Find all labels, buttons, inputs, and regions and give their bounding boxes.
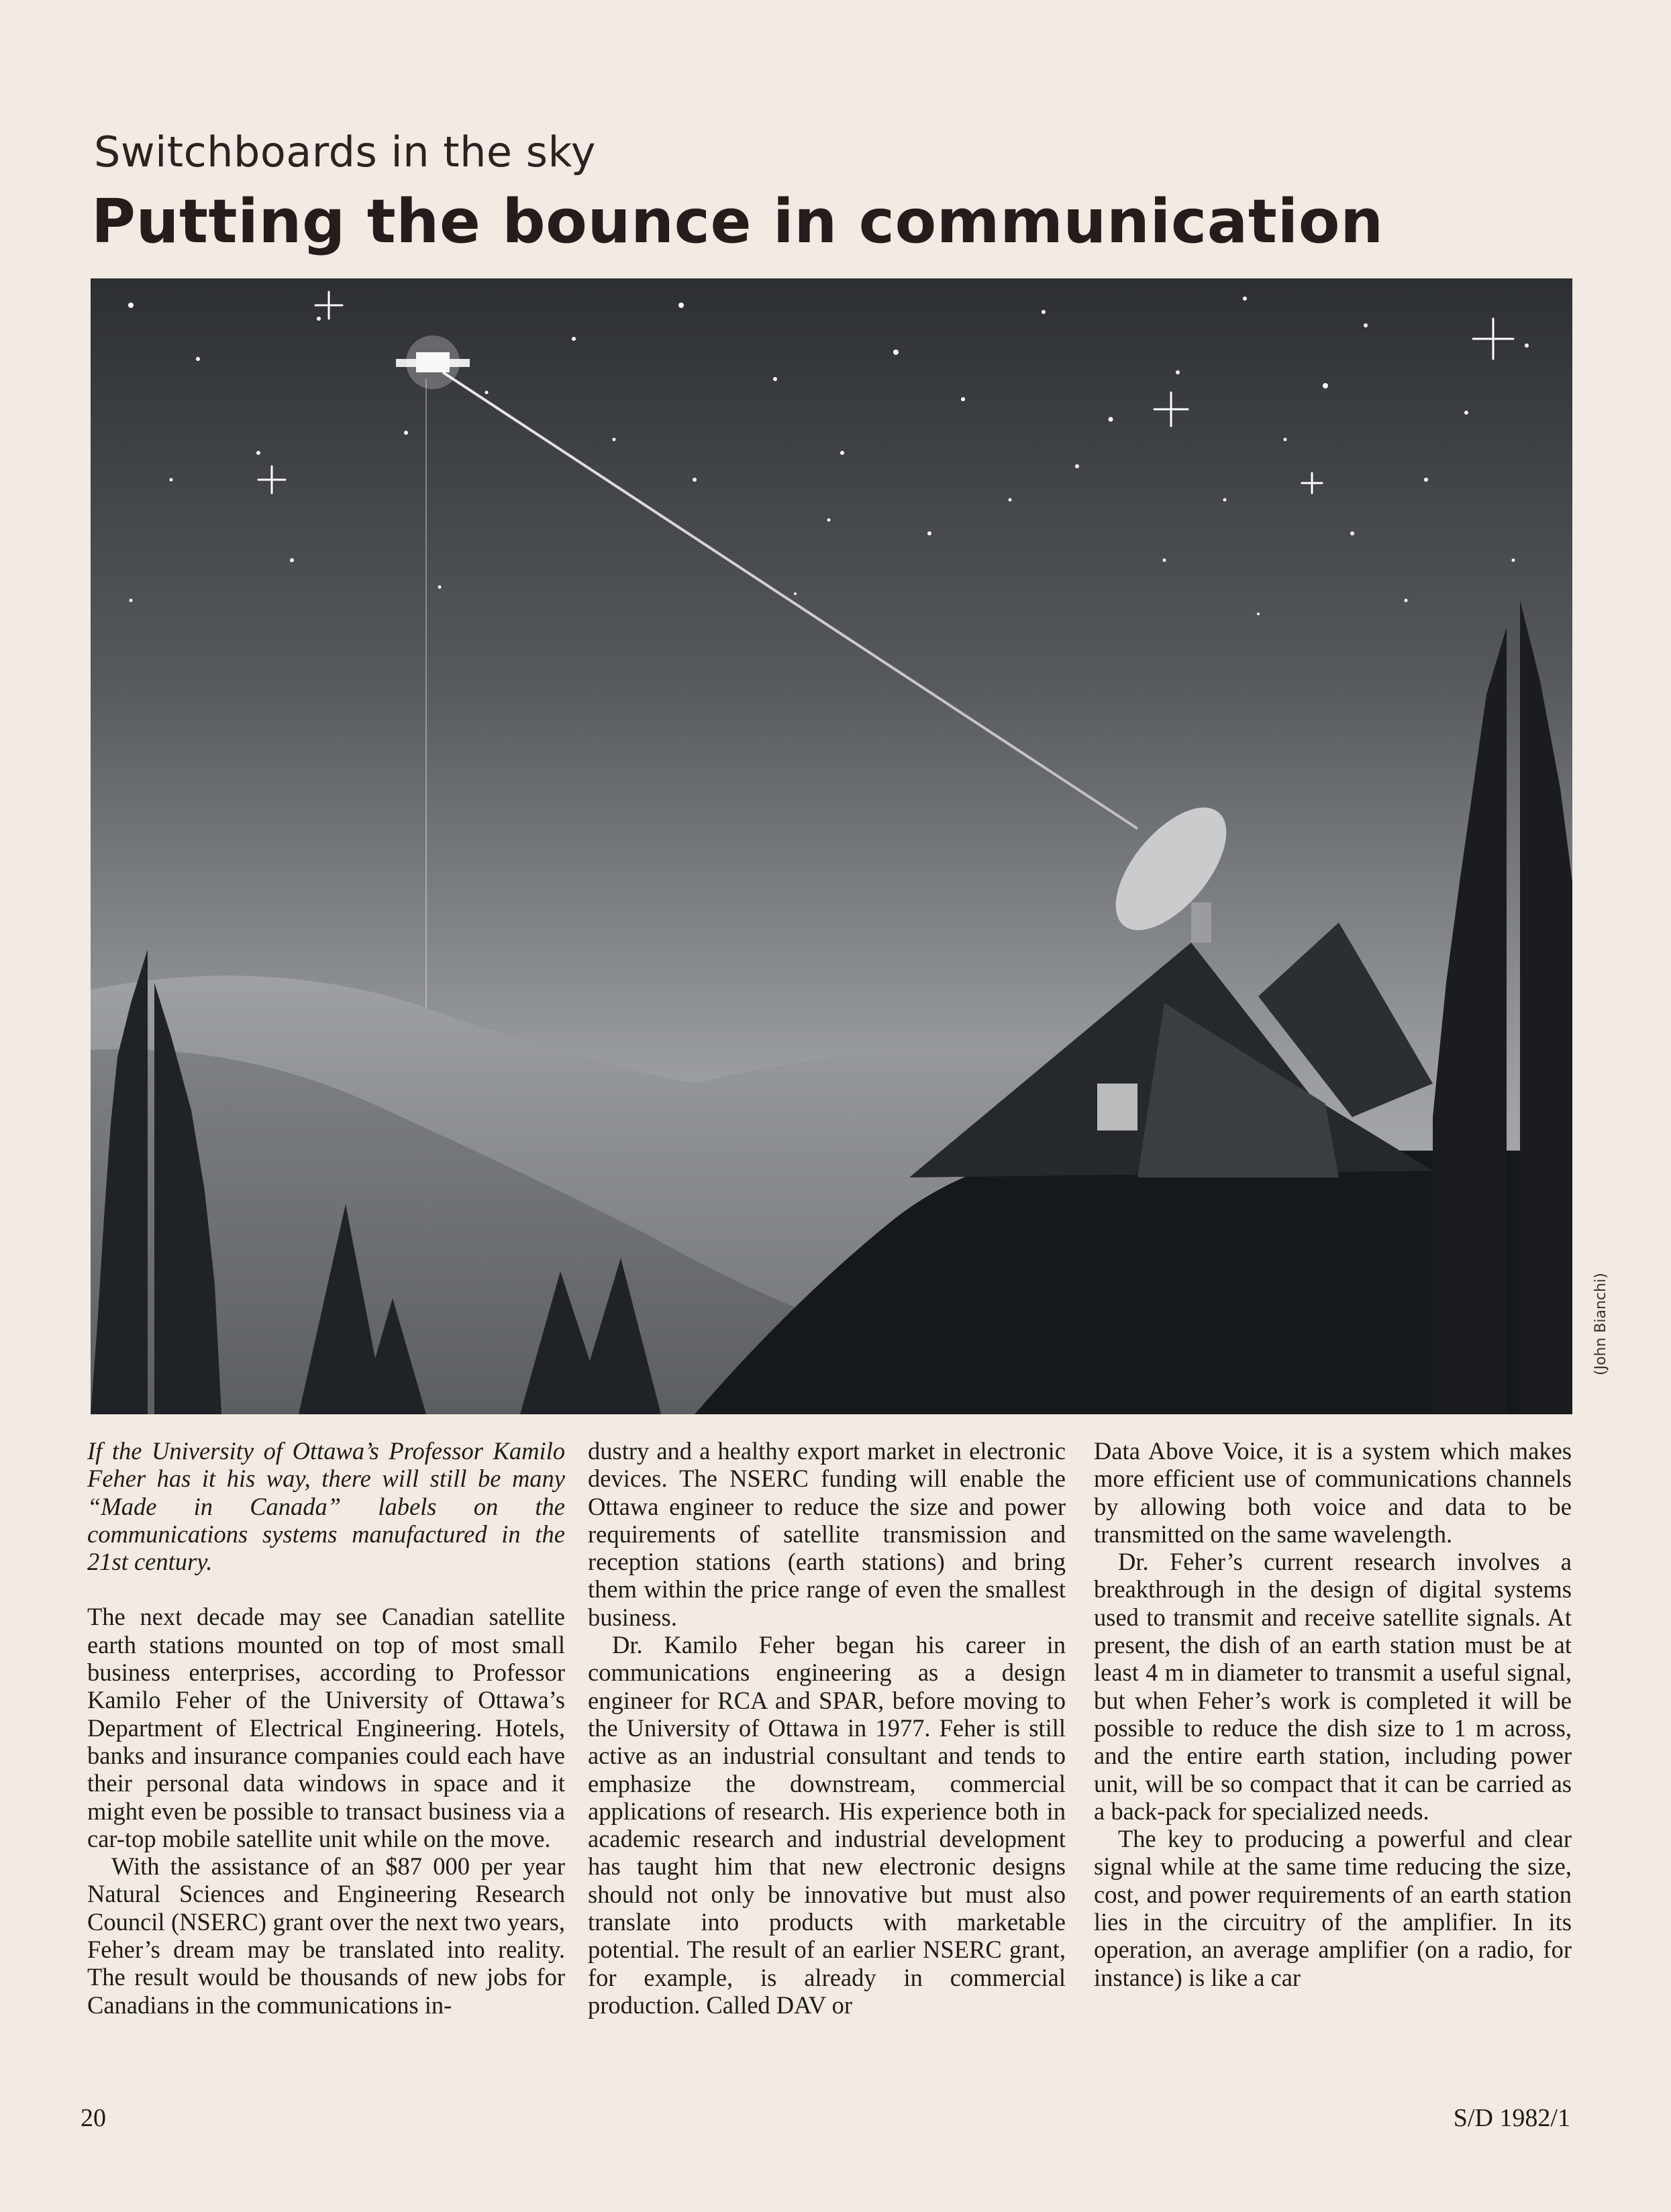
paragraph: dustry and a healthy export market in electronic devices. The NSERC funding will enable the Ottawa engineer to reduce the size and power requirements of satellite transmission and reception stations (earth stations) and bring them within the price range of even the smallest business.: [588, 1437, 1066, 1631]
paragraph: Dr. Kamilo Feher began his career in communications engineering as a design engineer for RCA and SPAR, before moving to the University of Ottawa in 1977. Feher is still active as an industrial consultant and tends to emphasize the downstream, commercial applications of research. His experience both in academic research and industrial development has taught him that new electronic designs should not only be innovative but must also translate into products with marketable potential. The result of an earlier NSERC grant, for example, is already in commercial production. Called DAV or: [588, 1631, 1066, 2019]
page-number: 20: [81, 2104, 106, 2132]
article-kicker: Switchboards in the sky: [94, 127, 596, 176]
intro-paragraph: If the University of Ottawa’s Professor Kamilo Feher has it his way, there will still be many “Made in Canada” labels on the communications systems manufactured in the 21st century.: [87, 1437, 565, 1576]
paragraph: With the assistance of an $87 000 per year Natural Sciences and Engineering Research Council (NSERC) grant over the next two years, Feher’s dream may be translated into reality. The result would be thousands of new jobs for Canadians in the communications in-: [87, 1852, 565, 2019]
column-2: [588, 1437, 1066, 2019]
satellite-illustration: [91, 278, 1572, 1414]
issue-label: S/D 1982/1: [1453, 2104, 1570, 2132]
column-1: [87, 1437, 565, 2019]
paragraph: Dr. Feher’s current research involves a breakthrough in the design of digital systems used to transmit and receive satellite signals. At present, the dish of an earth station must be at least 4 m in diameter to transmit a useful signal, but when Feher’s work is completed it will be possible to reduce the dish size to 1 m across, and the entire earth station, including power unit, will be so compact that it can be carried as a back-pack for specialized needs.: [1094, 1548, 1572, 1825]
paragraph: The key to producing a powerful and clear signal while at the same time reducing the size, cost, and power requirements of an earth station lies in the circuitry of the amplifier. In its operation, an average amplifier (on a radio, for instance) is like a car: [1094, 1825, 1572, 1991]
column-3: [1094, 1437, 1572, 1991]
article-headline: Putting the bounce in communication: [91, 187, 1384, 257]
paragraph: Data Above Voice, it is a system which makes more efficient use of communications channels by allowing both voice and data to be transmitted on the same wavelength.: [1094, 1437, 1572, 1548]
illustration-credit: (John Bianchi): [1592, 1273, 1609, 1375]
paragraph: The next decade may see Canadian satellite earth stations mounted on top of most small business enterprises, according to Professor Kamilo Feher of the University of Ottawa’s Department of Electrical Engineering. Hotels, banks and insurance companies could each have their personal data windows in space and it might even be possible to transact business via a car-top mobile satellite unit while on the move.: [87, 1603, 565, 1852]
